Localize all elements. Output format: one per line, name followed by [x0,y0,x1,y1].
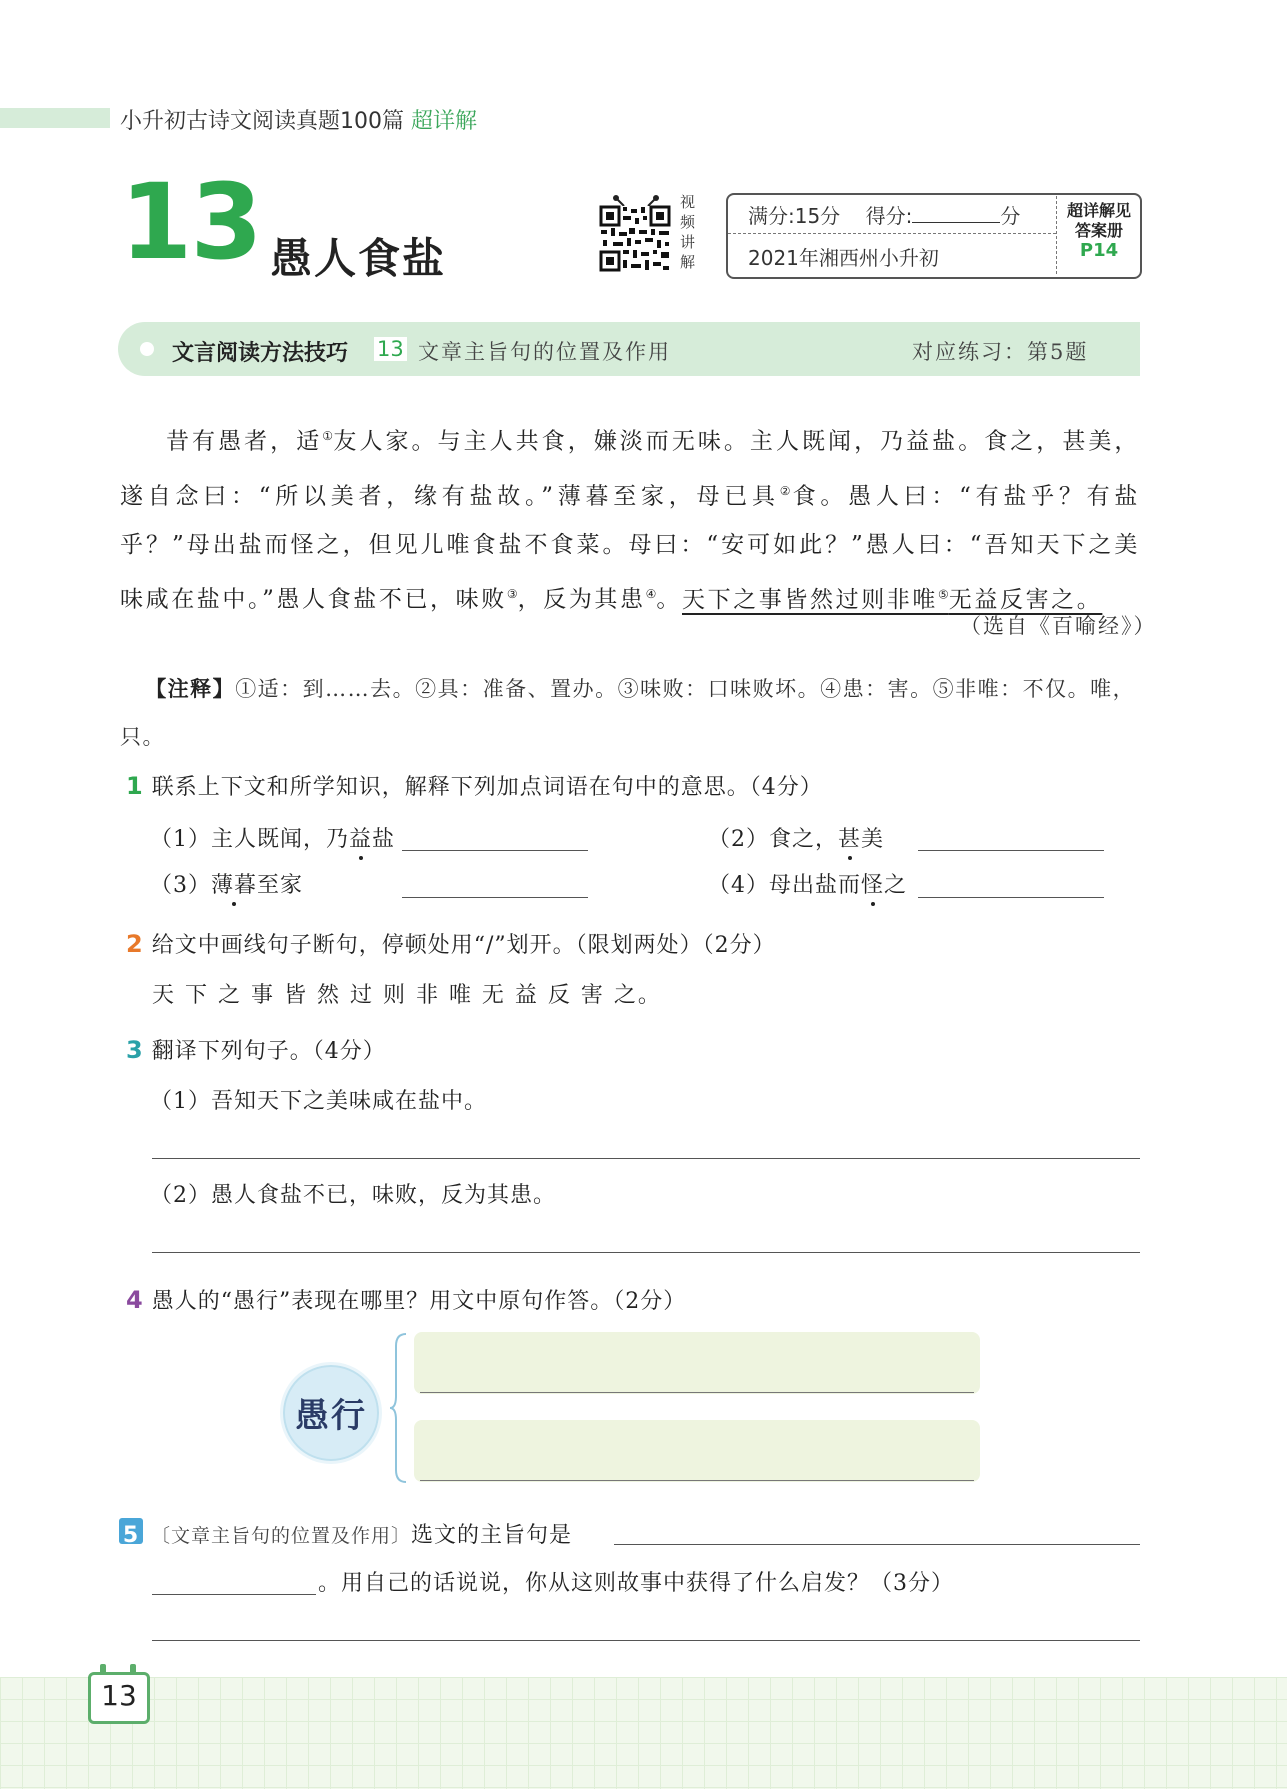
q5-answer-inspiration[interactable] [152,1640,1140,1641]
q3-item-2: （2）愚人食盐不已，味败，反为其患。 [150,1183,556,1208]
q1-answer-2[interactable] [918,850,1104,851]
score-obtained-label: 得分: [865,204,913,228]
method-label: 文言阅读方法技巧 [172,341,349,366]
foolish-act-answer-box-2[interactable] [414,1420,980,1482]
question-number: 3 [126,1036,144,1064]
full-score: 满分:15分 [748,204,841,228]
lesson-number: 13 [120,161,261,283]
question-5: 5 〔文章主旨句的位置及作用〕选文的主旨句是 [119,1518,572,1549]
q1-item-2: （2）食之，甚美 [708,827,885,852]
q5-answer-main-sentence-cont[interactable] [152,1594,316,1595]
footer-grid [0,1677,1287,1789]
question-1: 1 联系上下文和所学知识，解释下列加点词语在句中的意思。（4分） [126,772,823,800]
q5-topic: 〔文章主旨句的位置及作用〕 [151,1525,412,1547]
q3-item-1: （1）吾知天下之美味咸在盐中。 [150,1089,487,1114]
qr-code-icon[interactable] [598,194,672,274]
q1-item-1: （1）主人既闻，乃益盐 [150,827,396,852]
question-4: 4 愚人的“愚行”表现在哪里？用文中原句作答。（2分） [126,1286,687,1314]
q2-sentence[interactable]: 天 下 之 事 皆 然 过 则 非 唯 无 益 反 害 之。 [152,983,662,1008]
question-number: 2 [126,930,144,958]
brace-icon [390,1332,408,1484]
q1-item-3: （3）薄暮至家 [150,873,304,898]
q1-answer-1[interactable] [402,850,588,851]
foolish-act-answer-line-2 [420,1480,974,1481]
foolish-act-answer-box-1[interactable] [414,1332,980,1394]
q3-answer-1[interactable] [152,1158,1140,1159]
method-topic: 文章主旨句的位置及作用 [418,340,671,364]
answer-page-ref: P14 [1079,240,1119,261]
method-number: 13 [374,337,407,361]
answer-reference: 超详解见 答案册 P14 [1060,201,1138,261]
video-explanation-label: 视 频 讲 解 [680,193,696,271]
question-2: 2 给文中画线句子断句，停顿处用“/”划开。（限划两处）（2分） [126,930,776,958]
book-title: 小升初古诗文阅读真题100篇 超详解 [120,109,478,134]
score-box-divider [728,233,1056,234]
score-blank[interactable] [912,204,1000,223]
question-number: 5 [122,1523,140,1548]
foolish-act-answer-line-1 [420,1392,974,1393]
score-line: 满分:15分 得分: 分 [748,204,1021,228]
book-title-accent: 超详解 [411,109,478,134]
header-band [0,108,110,128]
page-number: 13 [101,1679,137,1712]
q3-answer-2[interactable] [152,1252,1140,1253]
lesson-title: 愚人食盐 [270,234,447,283]
question-number: 4 [126,1286,144,1314]
q1-answer-4[interactable] [918,897,1104,898]
foolish-act-label: 愚行 [295,1396,367,1436]
passage: 昔有愚者，适①友人家。与主人共食，嫌淡而无味。主人既闻，乃益盐。食之，甚美，遂自念曰：“所以美者，缘有盐故。”薄暮至家，母已具②食。愚人曰：“有盐乎？有盐乎？”母出盐而怪之，但见儿唯食盐不食菜。母曰：“安可如此？”愚人曰：“吾知天下之美味咸在盐中。”愚人食盐不已，味败③，反为其患④。天下之事皆然过则非唯⑤无益反害之。 [120,428,1140,613]
q1-answer-3[interactable] [402,897,588,898]
exam-source: 2021年湘西州小升初 [748,246,939,270]
q5-answer-main-sentence[interactable] [614,1544,1140,1545]
passage-source: （选自《百喻经》） [960,614,1157,638]
underlined-sentence: 天下之事皆然过则非唯⑤无益反害之。 [682,586,1103,613]
score-box-divider [1056,196,1057,274]
annotations: 【注释】①适：到……去。②具：准备、置办。③味败：口味败坏。④患：害。⑤非唯：不仅。唯，只。 [120,677,1136,749]
bullet-icon [140,342,154,356]
question-number: 1 [126,772,144,800]
q5-question-text: 。用自己的话说说，你从这则故事中获得了什么启发？（3分） [318,1571,954,1596]
q1-item-4: （4）母出盐而怪之 [708,873,908,898]
practice-reference: 对应练习：第5题 [912,340,1089,364]
question-3: 3 翻译下列句子。（4分） [126,1036,386,1064]
